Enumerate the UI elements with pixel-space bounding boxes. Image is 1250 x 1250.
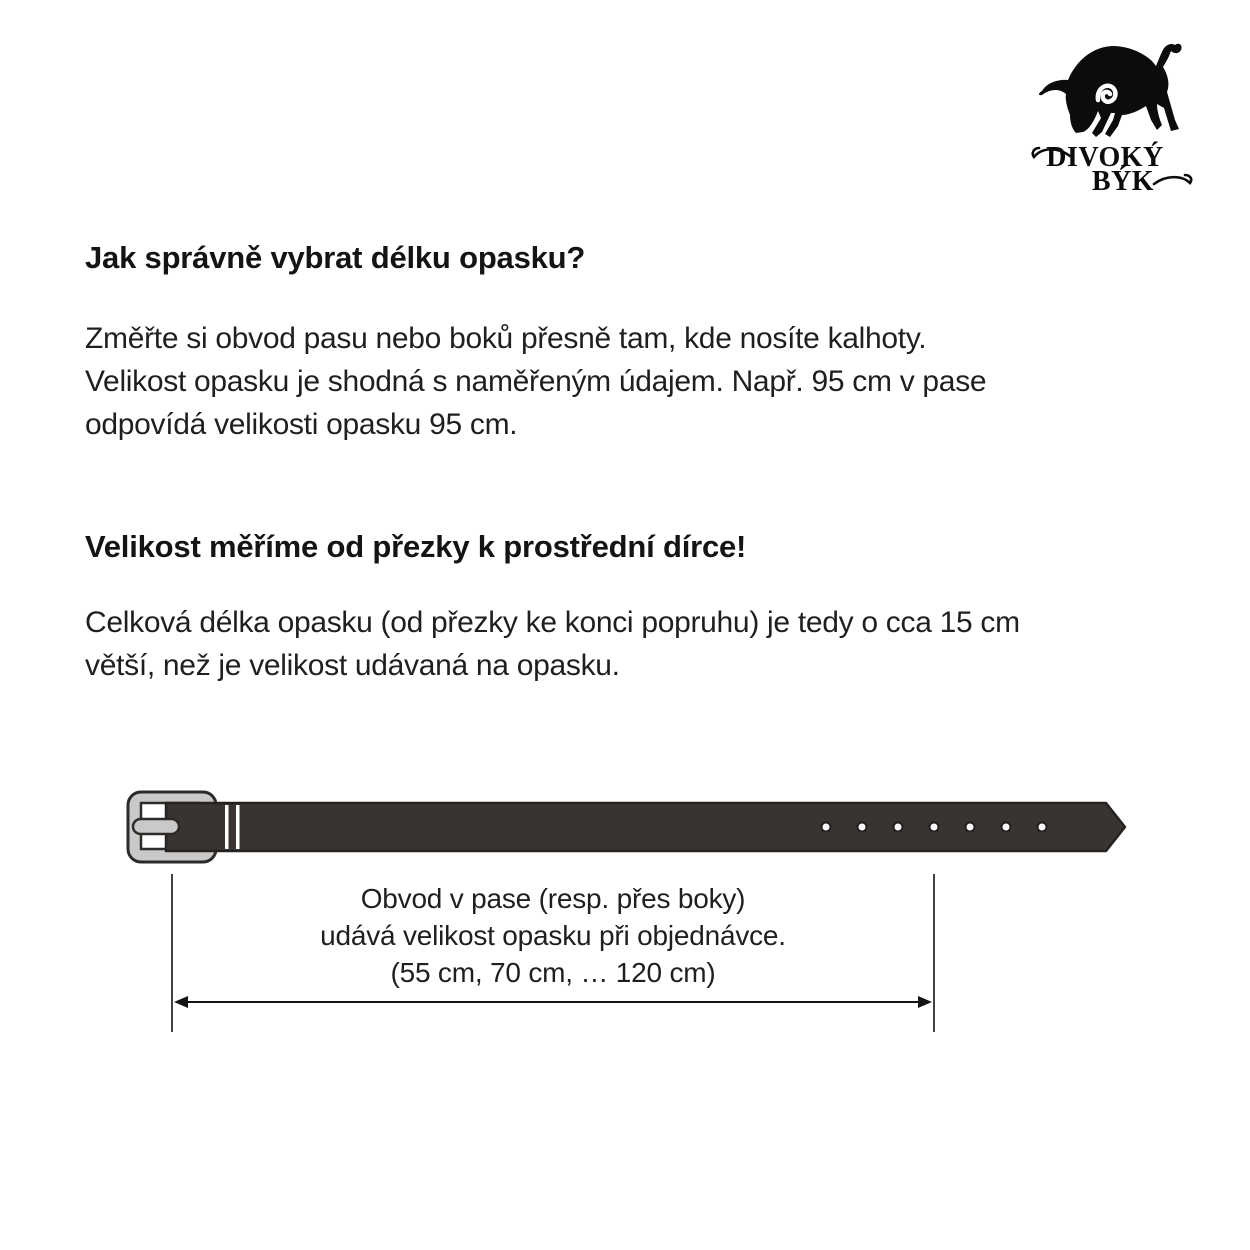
brand-logo <box>1026 34 1202 202</box>
brand-name-line1: DIVOKÝ <box>1046 142 1164 173</box>
belt-hole-middle <box>930 823 939 832</box>
belt-keeper-line <box>225 805 229 849</box>
belt-hole <box>858 823 867 832</box>
section-heading-measuring-rule: Velikost měříme od přezky k prostřední dírce! <box>85 529 747 564</box>
belt-hole <box>1002 823 1011 832</box>
body-text-line: Velikost opasku je shodná s naměřeným údajem. Např. 95 cm v pase <box>85 365 987 398</box>
belt-hole <box>1038 823 1047 832</box>
body-text-line: Celková délka opasku (od přezky ke konci popruhu) je tedy o cca 15 cm <box>85 606 1020 639</box>
section-heading-how-to-choose: Jak správně vybrat délku opasku? <box>85 240 586 275</box>
arrowhead-left-icon <box>174 996 188 1008</box>
section-body-how-to-choose <box>85 317 986 446</box>
bull-icon <box>1039 44 1182 137</box>
belt-hole <box>822 823 831 832</box>
arrowhead-right-icon <box>918 996 932 1008</box>
belt-hole <box>894 823 903 832</box>
caption-line: Obvod v pase (resp. přes boky) <box>360 883 746 914</box>
wordmark-right-swash-icon <box>1154 175 1191 184</box>
caption-line: (55 cm, 70 cm, … 120 cm) <box>390 957 716 988</box>
brand-name-line2: BÝK <box>1091 166 1155 197</box>
caption-line: udává velikost opasku při objednávce. <box>320 920 786 951</box>
body-text-line: odpovídá velikosti opasku 95 cm. <box>85 408 518 441</box>
body-text-line: Změřte si obvod pasu nebo boků přesně tam, kde nosíte kalhoty. <box>85 322 927 355</box>
body-text-line: větší, než je velikost udávaná na opasku. <box>85 649 620 682</box>
belt-keeper-line <box>236 805 240 849</box>
measurement-arrow-line <box>182 1001 924 1003</box>
belt-hole <box>966 823 975 832</box>
diagram-caption <box>172 880 934 991</box>
section-body-measuring-rule <box>85 601 1020 687</box>
buckle-prong-icon <box>133 819 179 834</box>
belt-diagram <box>120 785 1140 875</box>
belt-strap <box>166 803 1125 851</box>
